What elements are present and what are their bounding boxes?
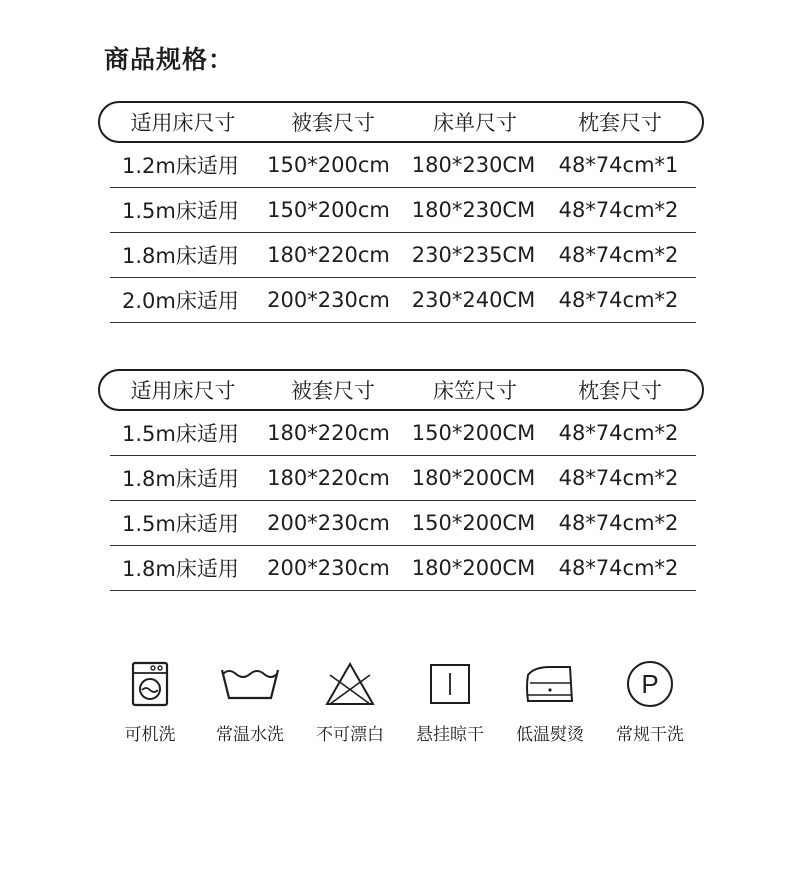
table-cell: 1.8m床适用 bbox=[122, 467, 239, 491]
header-cell: 床单尺寸 bbox=[433, 111, 517, 135]
care-item-machine-wash bbox=[100, 658, 200, 745]
table-header bbox=[98, 369, 704, 411]
table-header bbox=[98, 101, 704, 143]
table-cell: 1.5m床适用 bbox=[122, 512, 239, 536]
table-cell: 180*200CM bbox=[411, 556, 536, 580]
header-cell: 适用床尺寸 bbox=[130, 379, 236, 403]
table-cell: 48*74cm*2 bbox=[558, 556, 679, 580]
iron-low-icon bbox=[520, 658, 580, 710]
table-cell: 180*220cm bbox=[267, 243, 390, 267]
table-cell: 150*200CM bbox=[411, 511, 536, 535]
table-cell: 48*74cm*2 bbox=[558, 288, 679, 312]
table-cell: 200*230cm bbox=[267, 288, 390, 312]
dry-clean-symbol: P bbox=[641, 669, 659, 699]
wash-basin-icon bbox=[220, 658, 280, 710]
dry-clean-p-icon bbox=[620, 658, 680, 710]
header-cell: 适用床尺寸 bbox=[130, 111, 236, 135]
table-row bbox=[110, 233, 696, 278]
table-cell: 150*200CM bbox=[411, 421, 536, 445]
table-cell: 230*240CM bbox=[411, 288, 536, 312]
care-item-low-iron bbox=[500, 658, 600, 745]
table-cell: 1.8m床适用 bbox=[122, 557, 239, 581]
table-cell: 200*230cm bbox=[267, 511, 390, 535]
care-label: 可机洗 bbox=[124, 725, 176, 745]
table-cell: 180*230CM bbox=[411, 198, 536, 222]
care-item-no-bleach bbox=[300, 658, 400, 745]
header-cell: 被套尺寸 bbox=[291, 111, 375, 135]
table-cell: 48*74cm*2 bbox=[558, 421, 679, 445]
care-label: 低温熨烫 bbox=[516, 725, 584, 745]
header-cell: 枕套尺寸 bbox=[578, 111, 662, 135]
table-row bbox=[110, 411, 696, 456]
size-table-2 bbox=[98, 369, 704, 591]
page-title: 商品规格： bbox=[104, 45, 235, 74]
table-row bbox=[110, 501, 696, 546]
table-cell: 1.5m床适用 bbox=[122, 199, 239, 223]
header-cell: 被套尺寸 bbox=[291, 379, 375, 403]
table-cell: 230*235CM bbox=[411, 243, 536, 267]
table-cell: 48*74cm*1 bbox=[558, 153, 679, 177]
table-row bbox=[110, 143, 696, 188]
table-row bbox=[110, 546, 696, 591]
header-cell: 枕套尺寸 bbox=[578, 379, 662, 403]
table-cell: 180*230CM bbox=[411, 153, 536, 177]
table-row bbox=[110, 188, 696, 233]
care-item-hang-dry bbox=[400, 658, 500, 745]
hang-dry-icon bbox=[420, 658, 480, 710]
care-item-dry-clean bbox=[600, 658, 700, 745]
washing-machine-icon bbox=[120, 658, 180, 710]
table-cell: 150*200cm bbox=[267, 198, 390, 222]
table-cell: 48*74cm*2 bbox=[558, 511, 679, 535]
table-cell: 1.5m床适用 bbox=[122, 422, 239, 446]
table-cell: 48*74cm*2 bbox=[558, 466, 679, 490]
no-bleach-icon bbox=[320, 658, 380, 710]
care-item-normal-wash bbox=[200, 658, 300, 745]
table-cell: 1.2m床适用 bbox=[122, 154, 239, 178]
table-cell: 48*74cm*2 bbox=[558, 198, 679, 222]
table-cell: 200*230cm bbox=[267, 556, 390, 580]
table-row bbox=[110, 456, 696, 501]
table-cell: 1.8m床适用 bbox=[122, 244, 239, 268]
care-label: 常规干洗 bbox=[616, 725, 684, 745]
header-cell: 床笠尺寸 bbox=[433, 379, 517, 403]
table-cell: 180*200CM bbox=[411, 466, 536, 490]
table-cell: 150*200cm bbox=[267, 153, 390, 177]
table-cell: 2.0m床适用 bbox=[122, 289, 239, 313]
table-cell: 180*220cm bbox=[267, 466, 390, 490]
care-label: 常温水洗 bbox=[216, 725, 284, 745]
table-cell: 48*74cm*2 bbox=[558, 243, 679, 267]
table-cell: 180*220cm bbox=[267, 421, 390, 445]
care-label: 悬挂晾干 bbox=[416, 725, 484, 745]
care-instructions bbox=[100, 658, 700, 745]
table-row bbox=[110, 278, 696, 323]
size-table-1 bbox=[98, 101, 704, 323]
care-label: 不可漂白 bbox=[316, 725, 384, 745]
